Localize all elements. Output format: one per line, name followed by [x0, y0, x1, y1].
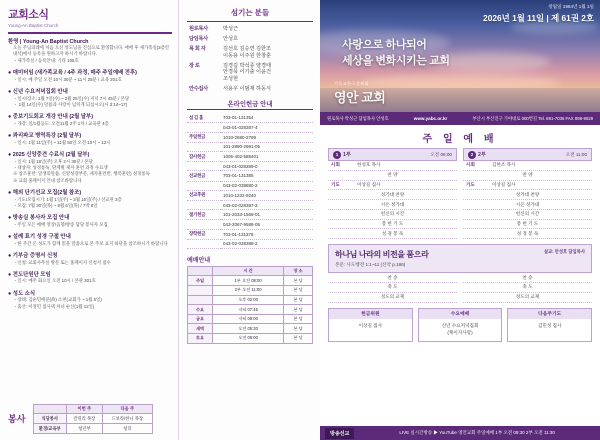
worship-schedule-table [187, 266, 313, 344]
news-item [8, 232, 172, 247]
news-item-title: ● 해외 단기선교 모집(2월 참조) [8, 190, 82, 196]
info-card-title: 수요예배 [419, 309, 502, 320]
table-row [33, 424, 152, 434]
news-item-detail: ・기도/모집시기: 1월 1일(주) ~ 2월 15일(주) / 선교관 3층 ・모집: 7월 30일(목) ~ 8월 6일(목) / 7박 8일 [13, 196, 122, 208]
account-number: 1010-2680-2799 [221, 132, 313, 142]
news-item [8, 289, 172, 310]
church-logo [334, 81, 385, 106]
account-number: 043-01-028389-0 [221, 162, 313, 171]
staff-row [189, 26, 311, 33]
news-item-detail: ・신청: 교회사무실 방문 또는 홈페이지 신청서 접수 [13, 259, 111, 265]
order-item: 성가대 찬양 [380, 191, 405, 197]
staff-column [178, 0, 321, 440]
service-number [333, 151, 351, 159]
staff-role: 목 회 자 [189, 45, 206, 52]
table-cell: 본 당 [284, 334, 313, 344]
table-row [187, 142, 313, 151]
column-header: 이번 주 [66, 404, 102, 414]
account-label [187, 123, 221, 132]
worship-order-row [463, 161, 592, 171]
news-item-detail: ・일시: 1월 18일(주) 오후 2시 30분 / 본당 ・대상자: 성경통독, 단계별 제자 훈련 과정 수료생 ※ 참조훈련: 달생의말씀, 신앙성장부문, 제자훈련반, 행복훈련) 성경통독 ※ 교회 홈페이지 안내 참조바랍니다 [13, 158, 150, 183]
news-item-title: 환영 | Young-An Baptist Church [8, 38, 89, 45]
table-cell: 청년부 [66, 424, 102, 434]
staff-names: 김경길 박석종 양경태 안경묵 이기출 이윤건 조성현 [223, 62, 271, 83]
worship-order-row [328, 171, 457, 181]
news-header [0, 0, 178, 30]
volunteer-section [8, 404, 170, 434]
service-badge-icon: 2 [468, 151, 476, 159]
news-title: 교회소식 [8, 9, 49, 21]
church-name: 영안 교회 [334, 90, 386, 105]
worship-closing-column [463, 273, 592, 302]
info-card-title: 다음주기도 [508, 309, 591, 320]
worship-closing-column [328, 273, 457, 302]
table-row [33, 404, 152, 414]
account-label: 주일헌금 [187, 132, 221, 142]
order-item: 찬 송 [387, 274, 398, 280]
staff-row [189, 36, 311, 43]
order-item: 봉 헌 기 도 [381, 221, 404, 227]
worship-order-row [463, 190, 592, 200]
worship-service-column [328, 148, 457, 239]
staff-role: 안수집사 [189, 86, 208, 92]
table-cell: 1부 오전 08:00 [213, 276, 284, 286]
info-card-body: 이상길 집사 [358, 323, 383, 329]
table-cell: 오후 02:00 [213, 295, 284, 305]
account-number: 043-2067-9588-05 [221, 220, 313, 229]
issue-date: 2026년 1월 11일 | 제 61권 2호 [483, 13, 594, 23]
table-row [187, 162, 313, 171]
table-row [188, 286, 313, 296]
contact-bar [320, 112, 600, 125]
news-item [8, 131, 172, 146]
closing-order-row [463, 283, 592, 293]
table-row [187, 220, 313, 229]
table-cell [188, 286, 213, 296]
worship-order-row [463, 171, 592, 181]
account-label: 절기헌금 [187, 210, 221, 220]
news-subtitle: Young-An Baptist Church [8, 23, 59, 28]
order-item: 시온 성가대 [515, 201, 540, 207]
table-row [188, 266, 313, 276]
worship-order-row [328, 220, 457, 230]
worship-order-row [328, 161, 457, 171]
table-row [33, 414, 152, 424]
worship-order-row [328, 181, 457, 191]
news-item-detail: 오늘 주님의례에 처음 오신 성도님을 진심으로 환영합니다. 예배 후 새가족실(3층안내석)에서 등록을 원하고자 하시기 바랍니다. ・새가족실 / 등록안내: 기타 106호 [13, 45, 170, 63]
table-row [187, 113, 313, 123]
table-cell: 갈릴리 목장 [66, 414, 102, 424]
account-number: 703-01-131385 [221, 171, 313, 181]
service-time: 오전 11:00 [565, 151, 587, 157]
table-row [187, 123, 313, 132]
account-number: 101-2033-1569-01 [221, 210, 313, 220]
staff-names: 김선호 김승연 김한조 이동용 이주원 한창훈 [223, 45, 271, 59]
worship-order-row [463, 181, 592, 191]
volunteer-table [33, 404, 153, 434]
account-number: 703-01-131354 [221, 113, 313, 123]
order-person: 김한조 목사 [492, 162, 516, 168]
sermon-scripture: 본문: 사도행전 1:1~11 (신약 p.186) [335, 262, 406, 268]
table-row [187, 152, 313, 162]
news-item-detail: ・일시/장소: 1월 7일(수) ~ 2월 25일(수) 저녁 7시 45분 / 본당 ・ 1월 14일(수) 말씀과 사랑이 넘치게 되십시오(시 3:14~17) [13, 95, 130, 107]
table-row [187, 229, 313, 239]
news-item-title: ● 기부금 증명서 신청 [8, 253, 58, 259]
account-number: 1005-402-588401 [221, 152, 313, 162]
news-item-title: ● 설례 표기 성경 구절 안내 [8, 234, 71, 241]
service-number [468, 151, 486, 159]
order-role: 사회 [331, 162, 340, 168]
news-item [8, 87, 172, 108]
closing-order-row [328, 283, 457, 293]
news-item [8, 270, 172, 285]
order-item: 성가대 찬양 [515, 191, 540, 197]
order-item: 축 도 [387, 284, 398, 290]
table-cell: 저녁 09:00 [213, 314, 284, 324]
table-row [188, 324, 313, 334]
cover-photo [320, 0, 600, 112]
news-item-title: ● 방송실 봉사자 모집 안내 [8, 215, 70, 222]
staff-header [179, 0, 321, 18]
account-label [187, 181, 221, 190]
news-item-title: ● 신년 수요저녁집회 안내 [8, 89, 68, 95]
news-item-detail: ・일시: 매주 화요일 오전 10시 / 본관 301호 [13, 278, 96, 284]
table-row [188, 305, 313, 315]
table-cell: 새벽 [188, 324, 213, 334]
closing-order-row [328, 273, 457, 283]
order-item: 찬 송 [522, 274, 533, 280]
table-cell: 본 당 [284, 276, 313, 286]
account-label [187, 220, 221, 229]
worship-order-grid [320, 148, 600, 239]
worship-order-row [463, 210, 592, 220]
news-item-title: ● 전도단원단 모임 [8, 271, 51, 278]
news-item-detail: ・장례: 김순민에분(故) 소천(교회가 ~ 1월 5일) ・출산: 이정민 집사댁 차녀 순산(1월 12일) [13, 297, 102, 309]
table-cell: 2부 오전 11:00 [213, 286, 284, 296]
account-label: 선교헌금 [187, 171, 221, 181]
info-card-title: 헌금위원 [329, 309, 412, 320]
sermon-block [328, 244, 592, 273]
staff-names: 서용우 이범재 하동식 [223, 86, 271, 92]
service-label: 1부 [343, 151, 351, 158]
news-item [8, 150, 172, 184]
table-cell: 드보라/한나 목장 [102, 414, 152, 424]
info-card [418, 308, 503, 342]
order-role: 사회 [466, 162, 475, 168]
table-row [187, 200, 313, 209]
pastors-label: 원로목사 박성근 담임목사 안성호 [327, 115, 389, 121]
account-number: 703-01-131378 [221, 229, 313, 239]
staff-row [189, 63, 311, 83]
cover-column [320, 0, 600, 440]
table-cell: 오전 05:30 [213, 324, 284, 334]
service-label: 2부 [478, 151, 486, 158]
table-row [187, 132, 313, 142]
order-role: 기도 [331, 181, 340, 187]
order-item: 축 도 [522, 284, 533, 290]
table-cell: 본 당 [284, 324, 313, 334]
worship-order-row [328, 190, 457, 200]
account-label [187, 142, 221, 151]
news-item-title: ● 콰리파교 병역특강 (2월 달부) [8, 133, 82, 140]
column-header: 장 소 [284, 266, 313, 276]
staff-names: 박성근 [223, 26, 239, 32]
account-number: 1010-1232-9240 [221, 190, 313, 200]
staff-row [189, 46, 311, 60]
staff-list [179, 22, 321, 93]
service-header [463, 148, 592, 161]
table-row [187, 239, 313, 248]
worship-service-column [463, 148, 592, 239]
sermon-preacher: 설교: 안성호 담임목사 [543, 249, 585, 255]
worship-order-row [328, 229, 457, 239]
order-item: 헌신의 시간 [380, 211, 405, 217]
info-card [328, 308, 413, 342]
order-item: 성도의 교제 [380, 294, 405, 300]
table-cell: 주일 [188, 276, 213, 286]
column-header: 다음 주 [102, 404, 152, 414]
info-card [507, 308, 592, 342]
service-time: 오전 08:00 [430, 151, 452, 157]
worship-heading: 주 일 예 배 [422, 134, 498, 145]
sermon-title: 하나님 나라의 비전을 품으라 [335, 250, 429, 260]
table-cell: 수요 [188, 305, 213, 315]
table-cell: 저녁 07:45 [213, 305, 284, 315]
table-cell: 식당봉사 [33, 414, 66, 424]
info-card-body: 신년 수요저녁집회 (케이지사랑) [441, 323, 479, 335]
staff-names: 안성호 [223, 35, 239, 42]
church-slogan [342, 38, 450, 70]
service-badge-icon: 1 [333, 151, 341, 159]
news-item [8, 251, 172, 266]
table-row [187, 181, 313, 190]
worship-order-row [463, 200, 592, 210]
table-cell: 금요 [188, 314, 213, 324]
news-item [8, 112, 172, 127]
order-item: 성 경 봉 독 [516, 230, 539, 236]
table-row [187, 190, 313, 200]
order-item: 찬 양 [522, 172, 533, 178]
order-item: 성 경 봉 독 [381, 230, 404, 236]
info-card-body: 김민성 집사 [537, 323, 562, 329]
table-cell: 오전 06:00 [213, 334, 284, 344]
account-label: 감사헌금 [187, 152, 221, 162]
account-number: 043-02-038880-2 [221, 181, 313, 190]
news-item-detail: ・개강: 일/1월등도: 오전11월 2주 1차 / 교육관 4층 [13, 120, 109, 126]
worship-order-row [328, 210, 457, 220]
news-item-title: ● 2025 신앙중견 수료식 (2월 달부) [8, 152, 90, 158]
news-item [8, 68, 172, 83]
news-item [8, 37, 172, 65]
founded-date: 창립일 1964년 1월 1일 [548, 4, 594, 9]
table-cell: 토요 [188, 334, 213, 344]
news-item [8, 188, 172, 209]
closing-order-row [463, 293, 592, 303]
account-number: 043-01-028387-4 [221, 123, 313, 132]
staff-row [189, 86, 311, 93]
order-person: 이상길 집사 [357, 181, 381, 187]
account-label [187, 200, 221, 209]
table-row [187, 171, 313, 181]
offering-account-table [187, 113, 313, 249]
order-role: 기도 [466, 181, 475, 187]
denomination-label: 기독교한국침례회 [334, 81, 369, 86]
account-label: 섬 김 홈 [187, 113, 221, 123]
staff-role: 장 로 [189, 62, 200, 69]
broadcast-text[interactable]: LIVE 실시간방송 ▶ YouTube 영안교회 주일예배 1부 오전 09:30 2부 오전 11:30 [399, 430, 555, 435]
staff-role: 원로목사 [189, 26, 208, 32]
news-list [0, 34, 178, 311]
account-label: 장학헌금 [187, 229, 221, 239]
offering-title: 온라인헌금 안내 [187, 99, 313, 111]
table-cell: 본 당 [284, 314, 313, 324]
church-news-column [0, 0, 178, 440]
staff-role: 담임목사 [189, 35, 208, 42]
table-cell: 본 당 [284, 286, 313, 296]
broadcast-bar [320, 426, 600, 440]
worship-order-row [328, 200, 457, 210]
account-number: 043-02-038388-2 [221, 239, 313, 248]
slogan-line-1: 사랑으로 하나되어 [342, 39, 427, 51]
account-label [187, 162, 221, 171]
table-cell [188, 295, 213, 305]
account-label [187, 239, 221, 248]
table-cell: 환경/교육부 [33, 424, 66, 434]
cover-date-block [483, 4, 594, 24]
account-number: 043-02-028387-3 [221, 200, 313, 209]
account-number: 101-2890-2991-05 [221, 142, 313, 151]
worship-closing-grid [320, 273, 600, 302]
table-row [188, 276, 313, 286]
closing-order-row [328, 293, 457, 303]
order-person: 한성호 목사 [357, 162, 381, 168]
church-address: 부산시 부산진구 가야대로 000번길 Tel. 891-7036 FAX 898-9029 [472, 115, 593, 121]
column-header [33, 404, 66, 414]
broadcast-tag: 방송선교 [325, 428, 354, 439]
website-url[interactable]: www.yabc.or.kr [413, 116, 448, 121]
worship-order-row [463, 229, 592, 239]
news-item-title: ● 성도 소식 [8, 290, 36, 297]
table-row [188, 334, 313, 344]
table-cell: 청학 [102, 424, 152, 434]
closing-order-row [463, 273, 592, 283]
table-cell: 본 당 [284, 305, 313, 315]
service-header [328, 148, 457, 161]
order-person: 이상길 집사 [492, 181, 516, 187]
table-row [188, 314, 313, 324]
news-item [8, 213, 172, 228]
table-cell: 본 당 [284, 295, 313, 305]
column-header [188, 266, 213, 276]
column-header: 시 간 [213, 266, 284, 276]
account-label: 선교후원 [187, 190, 221, 200]
worship-order-row [463, 220, 592, 230]
news-item-detail: ・일시: 매 주일 오전 10시 30분 ~ 11시 25분 / 교육 201호 [13, 76, 122, 82]
news-item-title: ● 매미터임 (새가족교육 / 4주 과정, 매주 주일예배 전후) [8, 70, 137, 77]
news-item-detail: ・일시: 1월 11일(주) ~ 11월 50일 오전 10시 ~ 12시 [13, 139, 111, 145]
slogan-line-2: 세상을 변화시키는 교회 [342, 54, 450, 67]
order-item: 헌신의 시간 [515, 211, 540, 217]
news-item-detail: ・주일 모든 예배 영상/음향/방송 담당 봉사자 모집 [13, 221, 108, 227]
table-row [188, 295, 313, 305]
volunteer-title: 봉사 [8, 414, 26, 425]
order-item: 찬 양 [387, 172, 398, 178]
news-item-title: ● 중보기도회교 개강 안내 (2월 달부) [8, 114, 94, 121]
table-row [187, 210, 313, 220]
info-cards [320, 303, 600, 342]
order-item: 시온 성가대 [380, 201, 405, 207]
order-item: 성도의 교제 [515, 294, 540, 300]
order-item: 봉 헌 기 도 [516, 221, 539, 227]
schedule-title: 예배안내 [187, 257, 211, 264]
staff-title: 섬기는 분들 [230, 8, 270, 17]
news-item-detail: ・한 주간 온 성도가 함께 읽을 말씀으로 본 주보 표지 하단을 참조하시기 바랍니다 [13, 240, 168, 246]
